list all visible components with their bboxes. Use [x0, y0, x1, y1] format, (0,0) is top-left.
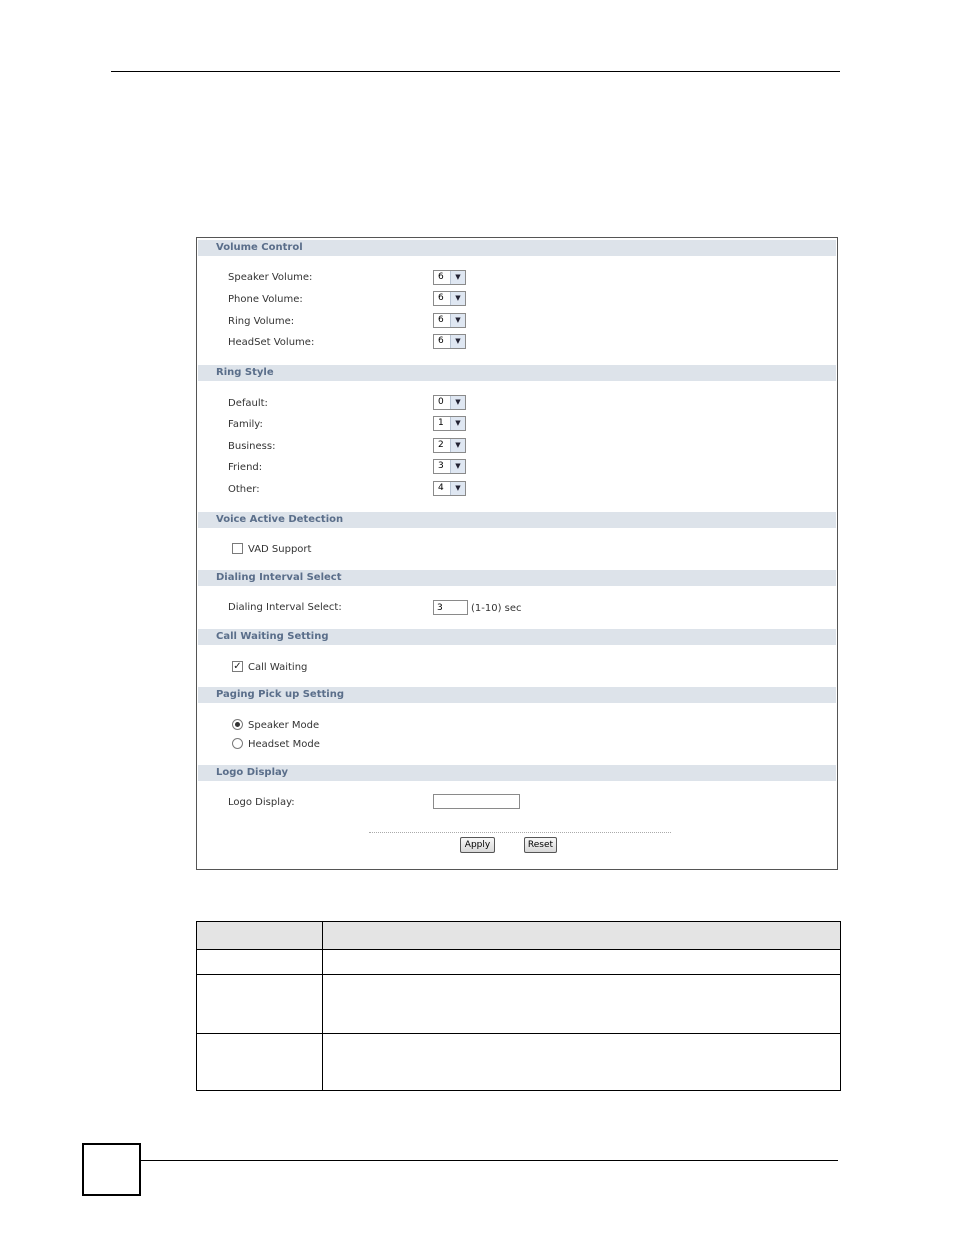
- table-column-divider: [322, 922, 323, 1090]
- chevron-down-icon: ▼: [450, 314, 465, 327]
- ring-volume-value: 6: [438, 315, 444, 325]
- ring-volume-select[interactable]: [433, 313, 466, 328]
- dialing-interval-label: Dialing Interval Select:: [228, 602, 342, 613]
- section-call-waiting: Call Waiting Setting: [198, 629, 836, 645]
- ring-other-value: 4: [438, 483, 444, 493]
- ring-default-select[interactable]: [433, 395, 466, 410]
- header-rule: [111, 71, 840, 72]
- table-header: [197, 922, 840, 950]
- chevron-down-icon: ▼: [450, 460, 465, 473]
- speaker-volume-select[interactable]: [433, 270, 466, 285]
- speaker-volume-label: Speaker Volume:: [228, 272, 313, 283]
- chevron-down-icon: ▼: [450, 335, 465, 348]
- table-row-divider: [197, 1033, 840, 1034]
- headset-volume-select[interactable]: [433, 334, 466, 349]
- headset-volume-label: HeadSet Volume:: [228, 337, 315, 348]
- checkmark-icon: ✓: [233, 661, 242, 672]
- description-table: [196, 921, 841, 1091]
- ring-family-value: 1: [438, 418, 444, 428]
- radio-selected-dot: [235, 722, 240, 727]
- phone-volume-value: 6: [438, 293, 444, 303]
- button-divider: [369, 832, 671, 833]
- dialing-interval-input[interactable]: [433, 600, 468, 615]
- section-logo-display: Logo Display: [198, 765, 836, 781]
- section-paging-pickup: Paging Pick up Setting: [198, 687, 836, 703]
- vad-support-label: VAD Support: [248, 544, 312, 555]
- chevron-down-icon: ▼: [450, 482, 465, 495]
- headset-mode-label: Headset Mode: [248, 739, 320, 750]
- ring-other-select[interactable]: [433, 481, 466, 496]
- ring-default-value: 0: [438, 397, 444, 407]
- speaker-volume-value: 6: [438, 272, 444, 282]
- ring-volume-label: Ring Volume:: [228, 316, 295, 327]
- call-waiting-checkbox[interactable]: [232, 661, 243, 672]
- chevron-down-icon: ▼: [450, 271, 465, 284]
- section-dialing-interval: Dialing Interval Select: [198, 570, 836, 586]
- ring-business-value: 2: [438, 440, 444, 450]
- chevron-down-icon: ▼: [450, 417, 465, 430]
- speaker-mode-label: Speaker Mode: [248, 720, 320, 731]
- apply-button[interactable]: Apply: [460, 837, 495, 853]
- ring-business-select[interactable]: [433, 438, 466, 453]
- headset-volume-value: 6: [438, 336, 444, 346]
- ring-family-label: Family:: [228, 419, 263, 430]
- phone-volume-select[interactable]: [433, 291, 466, 306]
- settings-panel: [196, 237, 838, 870]
- table-row-divider: [197, 974, 840, 975]
- section-volume-control: Volume Control: [198, 240, 836, 256]
- footer-rule: [140, 1160, 838, 1161]
- chevron-down-icon: ▼: [450, 439, 465, 452]
- speaker-mode-radio[interactable]: [232, 719, 243, 730]
- ring-friend-label: Friend:: [228, 462, 263, 473]
- ring-other-label: Other:: [228, 484, 260, 495]
- section-ring-style: Ring Style: [198, 365, 836, 381]
- logo-display-label: Logo Display:: [228, 797, 295, 808]
- reset-button[interactable]: Reset: [524, 837, 557, 853]
- page-number-box: [82, 1143, 141, 1196]
- vad-support-checkbox[interactable]: [232, 543, 243, 554]
- dialing-interval-unit: (1-10) sec: [471, 603, 522, 614]
- headset-mode-radio[interactable]: [232, 738, 243, 749]
- ring-business-label: Business:: [228, 441, 276, 452]
- ring-friend-value: 3: [438, 461, 444, 471]
- phone-volume-label: Phone Volume:: [228, 294, 303, 305]
- ring-default-label: Default:: [228, 398, 268, 409]
- logo-display-input[interactable]: [433, 794, 520, 809]
- chevron-down-icon: ▼: [450, 396, 465, 409]
- chevron-down-icon: ▼: [450, 292, 465, 305]
- ring-friend-select[interactable]: [433, 459, 466, 474]
- ring-family-select[interactable]: [433, 416, 466, 431]
- section-voice-active-detection: Voice Active Detection: [198, 512, 836, 528]
- call-waiting-label: Call Waiting: [248, 662, 308, 673]
